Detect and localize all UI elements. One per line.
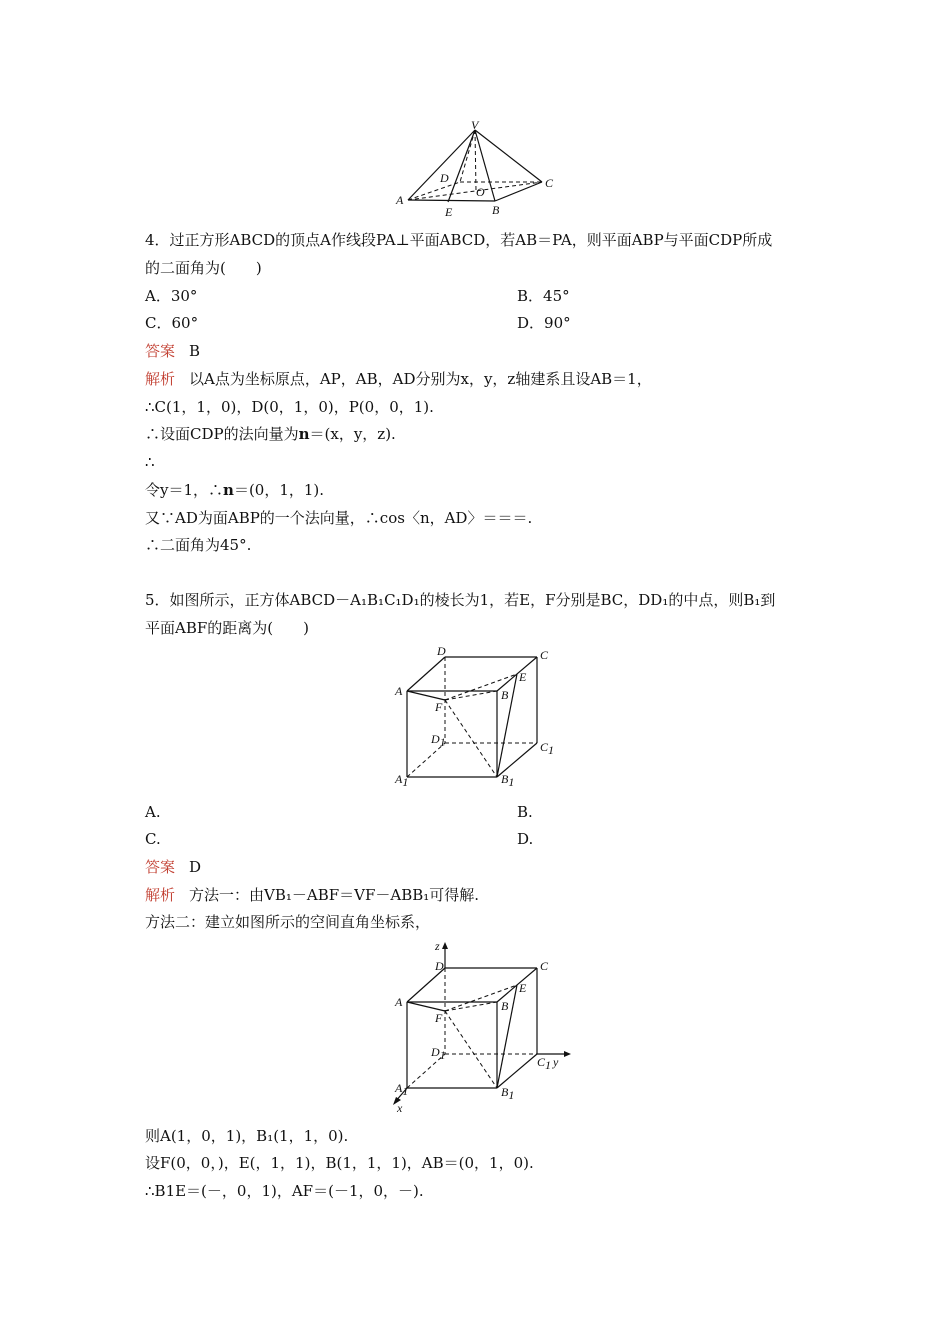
analysis-text: ＝(0，1，1). [233,481,325,499]
q5-option-b: B. [517,803,533,821]
q5-option-a: A. [145,803,161,821]
analysis-text: 令y＝1，∴ [145,481,224,499]
edge-ad [407,968,445,1002]
edge-ad [407,657,445,691]
q5-set-line: 设F(0，0，)，E(，1，1)，B(1，1，1)，AB＝(0，1，0). [145,1154,534,1172]
cube-figure [395,645,565,795]
label-c: C [545,176,554,190]
label-c1: C1 [537,1055,552,1072]
axis-y-arrow [564,1051,571,1057]
q5-analysis-method1 [145,885,479,905]
label-a: A [396,193,404,207]
q4-option-c: C．60° [145,314,199,332]
q5-coords-line: 则A(1，0，1)，B₁(1，1，0). [145,1127,349,1145]
q4-stem-line1: 4．过正方形ABCD的顶点A作线段PA⊥平面ABCD，若AB＝PA，则平面ABP与平面CDP所成 [145,231,773,249]
label-b1: B1 [501,1085,515,1102]
segment-fb1 [445,1011,497,1088]
analysis-label: 解析 [145,886,176,904]
label-b1: B1 [501,772,515,789]
label-d1: D1 [431,1045,446,1062]
q4-stem-line2: 的二面角为( ) [145,259,262,277]
label-o: O [476,185,485,199]
answer-label: 答案 [145,342,176,360]
edge-ab [408,200,495,201]
q4-analysis-line4: ∴ [145,453,155,471]
segment-af [407,691,445,700]
q4-analysis-line1 [145,369,652,389]
label-v: V [471,118,479,132]
q5-answer [145,857,201,877]
label-a1: A1 [395,772,409,789]
q5-stem-line1: 5．如图所示，正方体ABCD－A₁B₁C₁D₁的棱长为1，若E，F分别是BC，DD₁的中点，则B₁到 [145,591,776,609]
axis-y-label: y [553,1055,559,1069]
label-b: B [501,688,509,702]
answer-value: D [189,858,202,876]
normal-vector-n: n [298,425,310,443]
q5-stem-line2: 平面ABF的距离为( ) [145,619,309,637]
normal-vector-n: n [223,481,234,499]
analysis-text: 以A点为坐标原点，AP，AB，AD分别为x，y，z轴建系且设AB＝1， [189,370,652,388]
label-e: E [445,205,453,219]
analysis-text: 方法一：由VB₁－ABF＝VF－ABB₁可得解. [189,886,480,904]
label-c: C [540,959,549,973]
analysis-text: ＝(x，y，z). [309,425,396,443]
cube-axes-figure [380,940,580,1120]
label-d: D [435,959,444,973]
segment-fb [445,691,497,700]
label-f: F [435,1011,443,1025]
q5-vectors-line: ∴B1E＝(－，0，1)，AF＝(－1，0，－). [145,1182,424,1200]
label-e: E [519,981,527,995]
q4-answer [145,341,200,361]
label-a1: A1 [395,1081,409,1098]
q4-analysis-line7: ∴二面角为45°. [145,536,252,554]
q5-option-c: C. [145,830,161,848]
q4-option-a: A．30° [145,287,198,305]
q4-analysis-line6: 又∵AD为面ABP的一个法向量，∴cos〈n，AD〉＝＝＝. [145,509,533,527]
q4-analysis-line2: ∴C(1，1，0)，D(0，1，0)，P(0，0，1). [145,398,434,416]
segment-fb1 [445,700,497,777]
answer-value: B [189,342,201,360]
label-d1: D1 [431,732,446,749]
label-e: E [519,670,527,684]
answer-label: 答案 [145,858,176,876]
q4-option-d: D．90° [517,314,571,332]
edge-ac [408,182,542,200]
q4-analysis-line3 [145,424,396,444]
axis-z-arrow [442,942,448,949]
label-d: D [440,171,449,185]
label-f: F [435,700,443,714]
axis-x-label: x [397,1101,403,1115]
label-d: D [437,644,446,658]
segment-af [407,1002,445,1011]
edge-bc [495,182,542,201]
label-a: A [395,684,403,698]
label-c1: C1 [540,740,555,757]
label-a: A [395,995,403,1009]
label-b: B [492,203,500,217]
q4-analysis-line5 [145,480,324,500]
q4-option-b: B．45° [517,287,570,305]
label-b: B [501,999,509,1013]
q5-analysis-method2: 方法二：建立如图所示的空间直角坐标系， [145,913,431,931]
analysis-text: ∴设面CDP的法向量为 [145,425,299,443]
axis-z-label: z [435,939,440,953]
edge-vc [475,130,542,182]
segment-fb [445,1002,497,1011]
label-c: C [540,648,549,662]
analysis-label: 解析 [145,370,176,388]
pyramid-figure [390,120,560,220]
q5-option-d: D. [517,830,534,848]
